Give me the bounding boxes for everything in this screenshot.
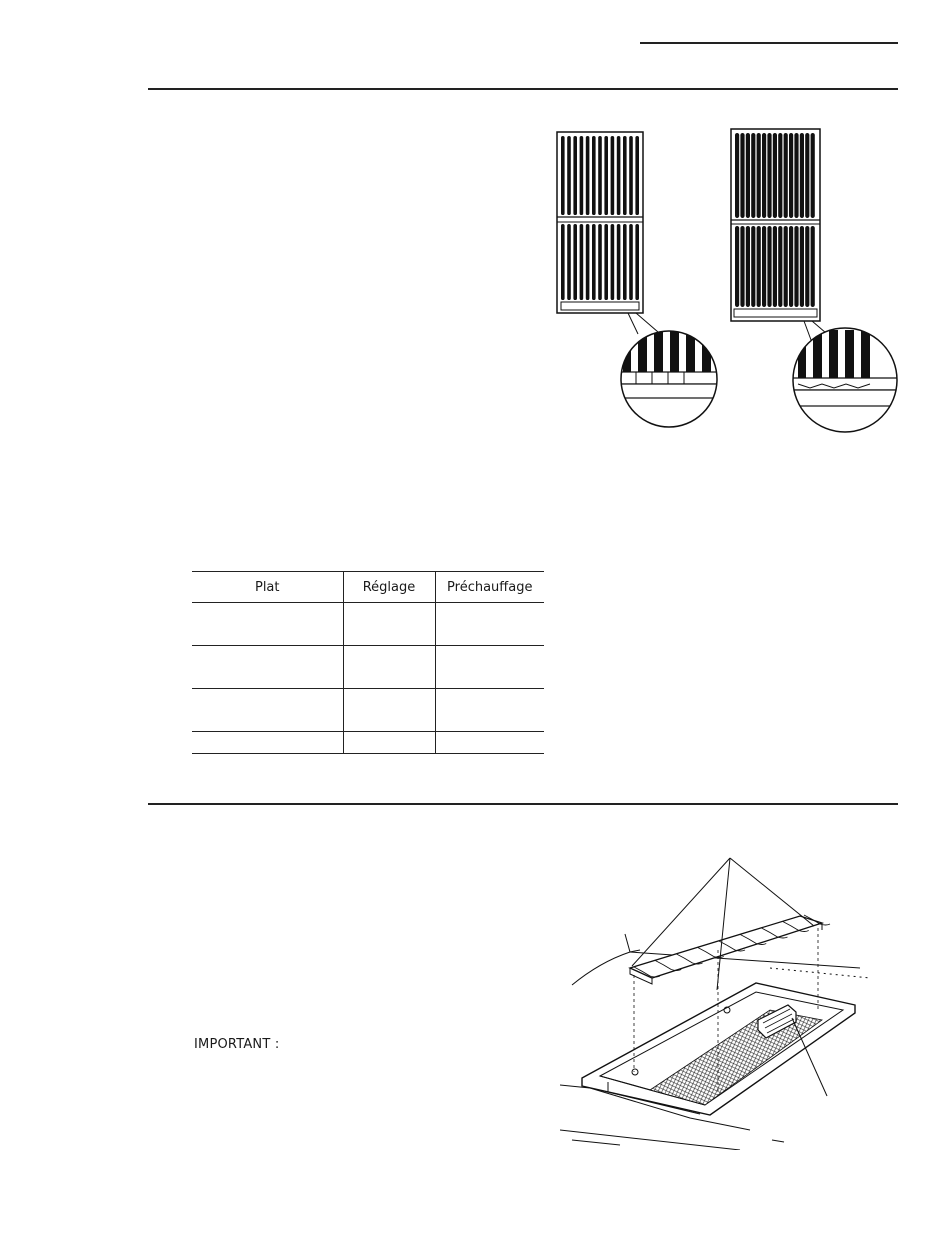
table-row	[192, 689, 544, 732]
grate-bar	[751, 133, 755, 218]
grate-bar	[611, 136, 615, 215]
grate-bar	[784, 226, 788, 307]
grate-bar	[592, 224, 596, 300]
grate-left	[557, 132, 658, 334]
grate-bar	[778, 226, 782, 307]
grate-bar	[800, 133, 804, 218]
grate-bar	[784, 133, 788, 218]
header-rule	[640, 42, 898, 44]
grate-bar	[592, 136, 596, 215]
grate-bar	[751, 226, 755, 307]
grate-bar	[598, 224, 602, 300]
table-header-row	[192, 572, 544, 603]
grate-bar	[573, 136, 577, 215]
grate-bar	[604, 224, 608, 300]
grease-tray-illustration	[560, 850, 870, 1150]
grate-bar	[762, 226, 766, 307]
grate-bar	[800, 226, 804, 307]
section-divider-1	[148, 88, 898, 90]
table-cell	[343, 689, 435, 732]
table-cell	[435, 603, 544, 646]
table-cell	[435, 689, 544, 732]
grate-bar	[611, 224, 615, 300]
grate-bar	[567, 136, 571, 215]
grate-bar	[746, 133, 750, 218]
grate-bar	[811, 226, 815, 307]
grate-bar	[580, 136, 584, 215]
grate-bar	[773, 226, 777, 307]
grate-bar	[794, 133, 798, 218]
grate-bar	[617, 224, 621, 300]
table-row	[192, 732, 544, 754]
table-cell	[192, 732, 343, 754]
important-label: IMPORTANT :	[194, 1037, 280, 1052]
grate-left-detail	[618, 325, 728, 435]
table-cell	[192, 646, 343, 689]
column-header-reglage: Réglage	[343, 572, 435, 603]
table-cell	[435, 646, 544, 689]
grate-bar	[778, 133, 782, 218]
grate-bar	[767, 133, 771, 218]
section-divider-2	[148, 803, 898, 805]
grate-bar	[617, 136, 621, 215]
table-row	[192, 603, 544, 646]
grate-bar	[794, 226, 798, 307]
grate-bar	[746, 226, 750, 307]
grate-bar	[762, 133, 766, 218]
table-cell	[343, 603, 435, 646]
grate-bar	[629, 136, 633, 215]
table-cell	[192, 689, 343, 732]
column-header-prechauffage: Préchauffage	[435, 572, 544, 603]
grill-grates-illustration	[548, 120, 908, 440]
grate-bar	[635, 136, 639, 215]
grate-bar	[635, 224, 639, 300]
grate-bar	[623, 136, 627, 215]
grate-bar	[789, 226, 793, 307]
grate-bar	[805, 133, 809, 218]
settings-table	[192, 571, 544, 754]
grate-bar	[740, 226, 744, 307]
grate-bar	[757, 133, 761, 218]
grate-bar	[561, 136, 565, 215]
grate-bar	[805, 226, 809, 307]
grate-bar	[586, 224, 590, 300]
column-header-plat: Plat	[192, 572, 343, 603]
grate-bar	[767, 226, 771, 307]
table-cell	[343, 646, 435, 689]
grate-bar	[623, 224, 627, 300]
grate-bar	[740, 133, 744, 218]
grate-bar	[789, 133, 793, 218]
grate-bar	[757, 226, 761, 307]
grate-bar	[811, 133, 815, 218]
grate-bar	[735, 226, 739, 307]
table-cell	[435, 732, 544, 754]
grate-bar	[586, 136, 590, 215]
grate-right	[731, 129, 833, 348]
grate-bar	[773, 133, 777, 218]
table-cell	[192, 603, 343, 646]
grate-bar	[735, 133, 739, 218]
grate-bar	[567, 224, 571, 300]
grate-bar	[629, 224, 633, 300]
grate-bar	[580, 224, 584, 300]
grate-bar	[561, 224, 565, 300]
table-cell	[343, 732, 435, 754]
table-row	[192, 646, 544, 689]
grate-bar	[598, 136, 602, 215]
grate-bar	[604, 136, 608, 215]
grate-bar	[573, 224, 577, 300]
grate-right-detail	[788, 325, 903, 440]
